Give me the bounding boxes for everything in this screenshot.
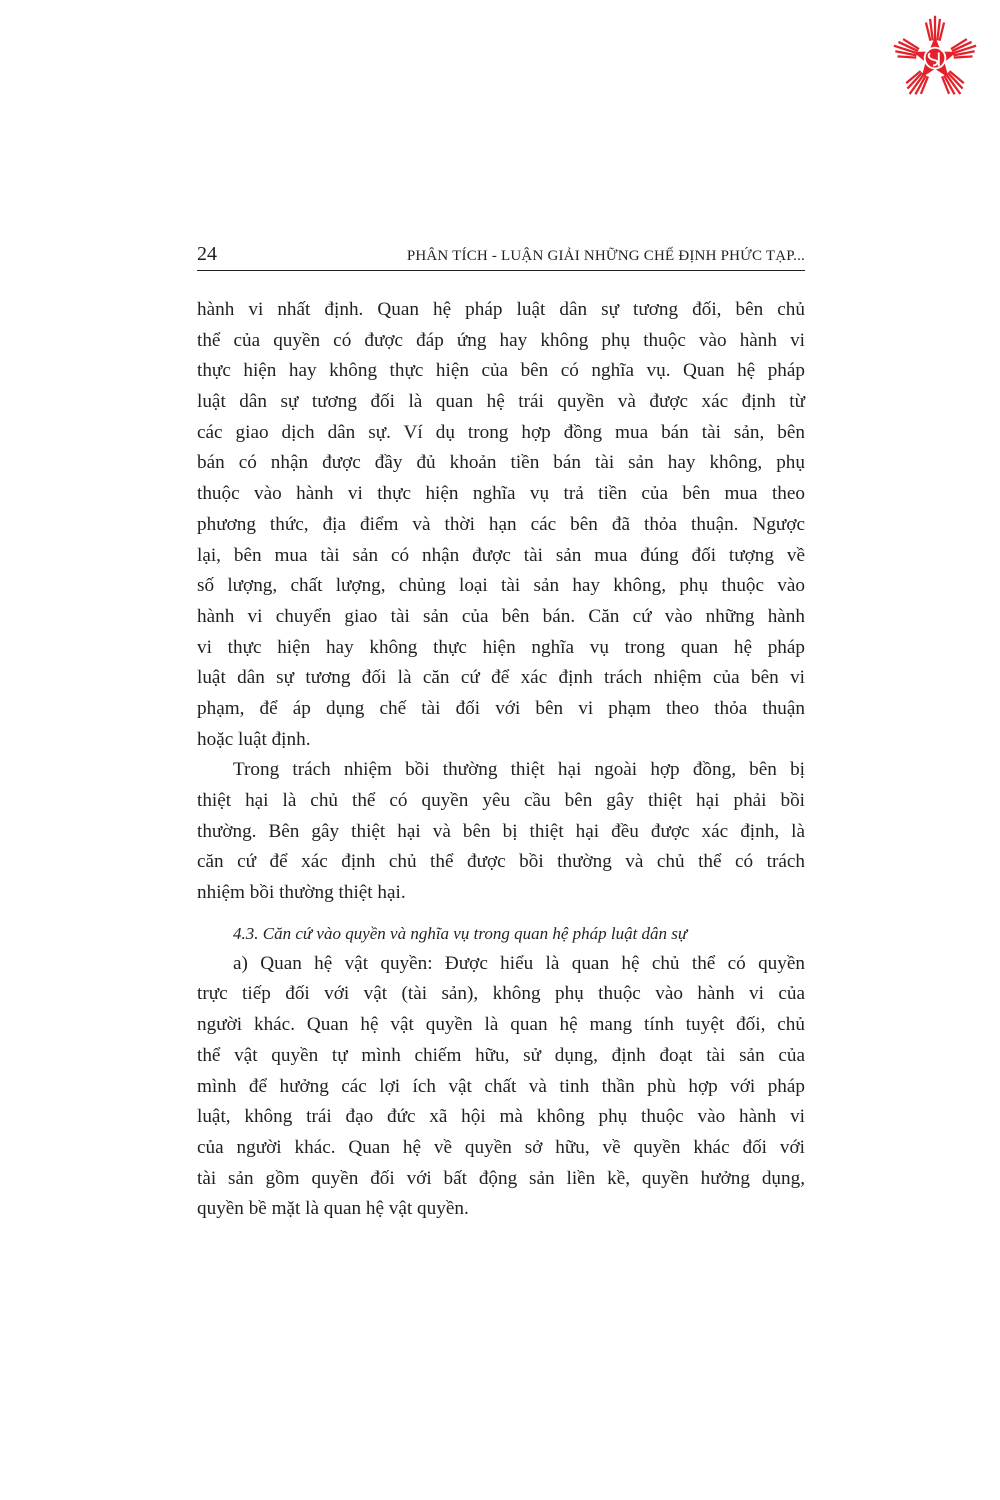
text-line: các giao dịch dân sự. Ví dụ trong hợp đồng mua bán tài sản, bên — [197, 421, 805, 443]
text-line: số lượng, chất lượng, chủng loại tài sản hay không, phụ thuộc vào — [197, 575, 805, 597]
text-line: thể vật quyền tự mình chiếm hữu, sử dụng, định đoạt tài sản của — [197, 1044, 805, 1066]
text-line: vi thực hiện hay không thực hiện nghĩa vụ trong quan hệ pháp — [197, 636, 805, 658]
text-line: bán có nhận được đầy đủ khoản tiền bán tài sản hay không, phụ — [197, 452, 805, 474]
text-line: quyền bề mặt là quan hệ vật quyền. — [197, 1198, 469, 1220]
text-line: luật, không trái đạo đức xã hội mà không phụ thuộc vào hành vi — [197, 1106, 805, 1128]
running-header — [197, 240, 805, 271]
text-line: Trong trách nhiệm bồi thường thiệt hại ngoài hợp đồng, bên bị — [233, 759, 805, 781]
text-line: người khác. Quan hệ vật quyền là quan hệ mang tính tuyệt đối, chủ — [197, 1014, 805, 1036]
text-line: luật dân sự tương đối là căn cứ để xác định trách nhiệm của bên vi — [197, 667, 805, 689]
text-line: thường. Bên gây thiệt hại và bên bị thiệt hại đều được xác định, là — [197, 820, 805, 842]
page-number: 24 — [197, 243, 217, 265]
text-line: hành vi nhất định. Quan hệ pháp luật dân sự tương đối, bên chủ — [197, 299, 805, 320]
paragraph-a — [197, 949, 805, 1225]
body-text — [197, 295, 805, 1225]
text-line: hoặc luật định. — [197, 728, 311, 750]
emblem-ray — [897, 56, 916, 57]
text-line: hành vi chuyển giao tài sản của bên bán. Căn cứ vào những hành — [197, 605, 805, 627]
emblem-ray — [954, 56, 973, 57]
running-title: PHÂN TÍCH - LUẬN GIẢI NHỮNG CHẾ ĐỊNH PHỨC TẠP... — [406, 248, 805, 264]
section-heading: 4.3. Căn cứ vào quyền và nghĩa vụ trong quan hệ pháp luật dân sự — [233, 923, 688, 943]
text-line: thiệt hại là chủ thể có quyền yêu cầu bên gây thiệt hại phải bồi — [197, 790, 805, 811]
text-line: mình để hưởng các lợi ích vật chất và tinh thần phù hợp với pháp — [197, 1075, 805, 1097]
paragraph-2 — [197, 755, 805, 908]
text-line: tài sản gồm quyền đối với bất động sản liền kề, quyền hưởng dụng, — [197, 1167, 805, 1189]
text-line: thể của quyền có được đáp ứng hay không phụ thuộc vào hành vi — [197, 329, 805, 351]
text-line: căn cứ để xác định chủ thể được bồi thường và chủ thể có trách — [197, 851, 805, 873]
text-line: phạm, để áp dụng chế tài đối với bên vi phạm theo thỏa thuận — [197, 697, 805, 719]
text-line: a) Quan hệ vật quyền: Được hiểu là quan hệ chủ thể có quyền — [233, 952, 805, 974]
paragraph-1 — [197, 295, 805, 755]
publisher-star-emblem-icon — [888, 12, 982, 106]
text-line: của người khác. Quan hệ về quyền sở hữu, về quyền khác đối với — [197, 1136, 805, 1158]
text-line: thuộc vào hành vi thực hiện nghĩa vụ trả tiền của bên mua theo — [197, 483, 805, 505]
text-line: thực hiện hay không thực hiện của bên có nghĩa vụ. Quan hệ pháp — [197, 360, 805, 382]
text-line: trực tiếp đối với vật (tài sản), không phụ thuộc vào hành vi của — [197, 983, 805, 1005]
text-line: luật dân sự tương đối là quan hệ trái quyền và được xác định từ — [197, 391, 805, 413]
text-line: phương thức, địa điểm và thời hạn các bên đã thỏa thuận. Ngược — [197, 513, 805, 535]
text-line: lại, bên mua tài sản có nhận được tài sản mua đúng đối tượng về — [197, 544, 805, 566]
text-line: nhiệm bồi thường thiệt hại. — [197, 882, 406, 904]
